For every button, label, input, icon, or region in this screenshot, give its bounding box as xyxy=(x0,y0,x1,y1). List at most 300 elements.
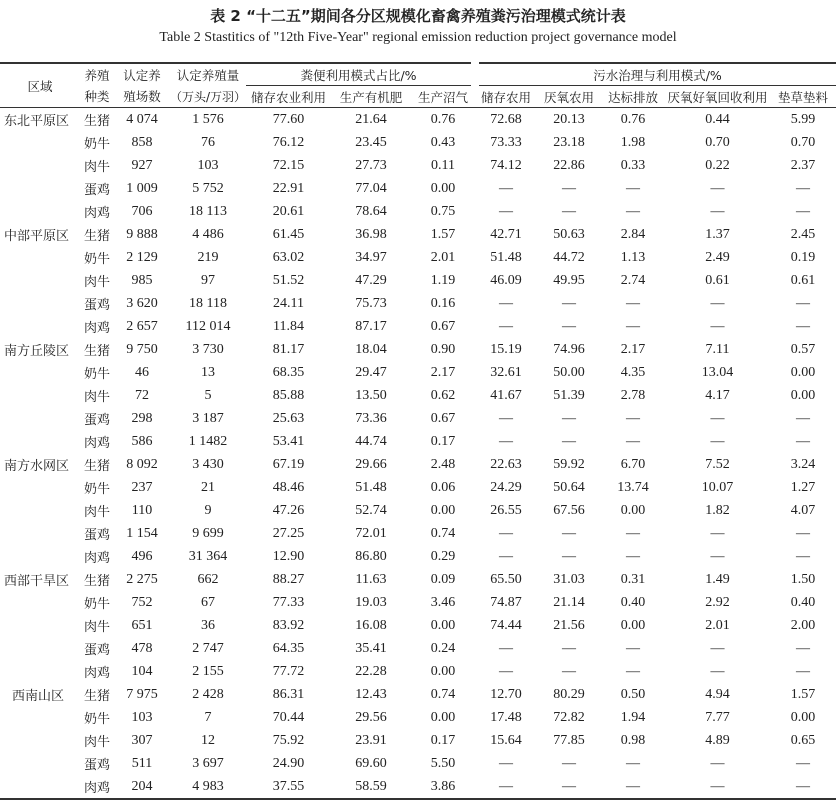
cell-sewage-bedding: — xyxy=(796,180,810,196)
table-row xyxy=(0,131,836,154)
cell-sewage-recycling: 0.70 xyxy=(705,134,730,150)
header-sewage-discharge: 达标排放 xyxy=(601,86,665,108)
header-farms-1: 认定养 xyxy=(123,67,161,83)
cell-stock: 9 xyxy=(204,502,212,518)
cell-sewage-recycling: — xyxy=(710,755,725,771)
cell-manure-storage: 24.11 xyxy=(273,295,304,311)
cell-manure-storage: 22.91 xyxy=(272,180,305,196)
table-row xyxy=(0,407,836,430)
cell-farms: 2 657 xyxy=(126,318,158,334)
cell-farms: 298 xyxy=(131,410,153,426)
cell-manure-storage: 20.61 xyxy=(272,203,305,219)
cell-stock: 67 xyxy=(201,594,215,610)
cell-sewage-discharge: — xyxy=(626,180,640,196)
cell-sewage-anaerobic: 51.39 xyxy=(553,387,585,403)
cell-sewage-bedding: 0.61 xyxy=(790,272,816,288)
cell-region xyxy=(0,499,80,522)
header-sewage-recycling: 厌氧好氧回收利用 xyxy=(665,86,770,108)
cell-stock: 103 xyxy=(197,157,219,173)
table-row xyxy=(0,361,836,384)
cell-sewage-anaerobic: — xyxy=(562,203,576,219)
table-row xyxy=(0,568,836,591)
cell-manure-biogas: 0.00 xyxy=(430,617,456,633)
cell-sewage-bedding: 2.45 xyxy=(790,226,816,242)
cell-manure-biogas: 0.90 xyxy=(430,341,456,357)
cell-manure-organic: 52.74 xyxy=(355,502,387,518)
cell-sewage-storage: 26.55 xyxy=(490,502,522,518)
cell-species: 肉鸡 xyxy=(83,551,110,566)
cell-manure-biogas: 0.67 xyxy=(430,410,456,426)
cell-species: 蛋鸡 xyxy=(83,758,110,773)
cell-sewage-storage: 74.12 xyxy=(490,157,522,173)
cell-manure-storage: 72.15 xyxy=(272,157,305,173)
cell-sewage-recycling: — xyxy=(710,318,725,334)
cell-manure-storage: 77.33 xyxy=(272,594,305,610)
cell-sewage-storage: 65.50 xyxy=(490,571,522,587)
cell-region: 东北平原区 xyxy=(4,114,70,129)
cell-region xyxy=(0,614,80,637)
cell-species: 奶牛 xyxy=(83,137,110,152)
cell-farms: 4 074 xyxy=(126,111,158,127)
cell-region xyxy=(0,361,80,384)
cell-farms: 2 275 xyxy=(126,571,158,587)
cell-sewage-storage: 15.19 xyxy=(490,341,522,357)
cell-manure-storage: 47.26 xyxy=(272,502,305,518)
cell-manure-biogas: 2.17 xyxy=(430,364,456,380)
cell-farms: 511 xyxy=(131,755,153,771)
table-row xyxy=(0,269,836,292)
cell-sewage-discharge: 0.50 xyxy=(620,686,646,702)
cell-sewage-anaerobic: — xyxy=(562,318,576,334)
cell-sewage-anaerobic: 77.85 xyxy=(553,732,585,748)
cell-sewage-bedding: 0.70 xyxy=(790,134,816,150)
cell-region: 中部平原区 xyxy=(4,229,70,244)
table-title: 表 2 “十二五”期间各分区规模化畜禽养殖粪污治理模式统计表 xyxy=(210,7,626,25)
cell-manure-organic: 13.50 xyxy=(355,387,387,403)
cell-region xyxy=(0,246,80,269)
header-stock-2: （万头/万羽） xyxy=(170,86,246,108)
cell-manure-organic: 23.45 xyxy=(355,134,387,150)
cell-sewage-discharge: 2.84 xyxy=(620,226,646,242)
cell-manure-storage: 81.17 xyxy=(272,341,305,357)
cell-sewage-recycling: 2.92 xyxy=(705,594,730,610)
cell-sewage-storage: — xyxy=(499,755,513,771)
cell-sewage-recycling: 0.61 xyxy=(705,272,730,288)
cell-sewage-storage: 15.64 xyxy=(490,732,522,748)
cell-sewage-recycling: 1.82 xyxy=(705,502,730,518)
cell-manure-storage: 85.88 xyxy=(272,387,305,403)
cell-sewage-recycling: — xyxy=(710,778,725,794)
cell-sewage-discharge: 0.40 xyxy=(620,594,646,610)
cell-farms: 1 009 xyxy=(126,180,158,196)
cell-manure-biogas: 0.76 xyxy=(430,111,456,127)
cell-stock: 3 430 xyxy=(192,456,224,472)
table-row xyxy=(0,591,836,614)
cell-sewage-bedding: 2.37 xyxy=(790,157,816,173)
cell-sewage-bedding: — xyxy=(796,410,810,426)
cell-stock: 3 730 xyxy=(192,341,224,357)
cell-manure-storage: 83.92 xyxy=(272,617,305,633)
cell-sewage-recycling: 7.11 xyxy=(705,341,730,357)
cell-species: 生猪 xyxy=(83,459,110,474)
header-manure-biogas: 生产沼气 xyxy=(411,86,475,108)
table-row xyxy=(0,706,836,729)
cell-sewage-discharge: — xyxy=(626,525,640,541)
cell-sewage-recycling: — xyxy=(710,203,725,219)
cell-manure-biogas: 0.11 xyxy=(431,157,455,173)
cell-sewage-discharge: 2.74 xyxy=(620,272,646,288)
cell-stock: 21 xyxy=(201,479,215,495)
cell-manure-storage: 37.55 xyxy=(272,778,305,794)
cell-region xyxy=(0,315,80,338)
cell-sewage-bedding: — xyxy=(796,203,810,219)
table-row xyxy=(0,545,836,568)
cell-sewage-anaerobic: 50.64 xyxy=(553,479,585,495)
cell-manure-biogas: 1.19 xyxy=(430,272,456,288)
cell-species: 肉牛 xyxy=(83,620,110,635)
cell-sewage-anaerobic: — xyxy=(562,778,576,794)
cell-manure-biogas: 0.00 xyxy=(430,709,456,725)
cell-sewage-bedding: — xyxy=(796,548,810,564)
table-row xyxy=(0,223,836,246)
cell-sewage-anaerobic: 59.92 xyxy=(553,456,585,472)
cell-manure-storage: 48.46 xyxy=(272,479,305,495)
cell-sewage-bedding: 1.57 xyxy=(790,686,816,702)
cell-species: 奶牛 xyxy=(83,367,110,382)
cell-sewage-recycling: — xyxy=(710,640,725,656)
header-sewage-anaerobic: 厌氧农用 xyxy=(537,86,601,108)
cell-manure-biogas: 0.24 xyxy=(430,640,456,656)
cell-sewage-storage: 12.70 xyxy=(490,686,522,702)
cell-region xyxy=(0,591,80,614)
cell-sewage-recycling: — xyxy=(710,180,725,196)
cell-sewage-storage: 42.71 xyxy=(490,226,522,242)
cell-region xyxy=(0,545,80,568)
cell-stock: 2 747 xyxy=(192,640,224,656)
table-row xyxy=(0,430,836,453)
cell-manure-organic: 58.59 xyxy=(355,778,387,794)
cell-sewage-recycling: 2.49 xyxy=(705,249,730,265)
cell-species: 蛋鸡 xyxy=(83,528,110,543)
cell-species: 蛋鸡 xyxy=(83,298,110,313)
cell-stock: 9 699 xyxy=(192,525,224,541)
cell-sewage-recycling: 4.17 xyxy=(705,387,730,403)
cell-manure-organic: 86.80 xyxy=(355,548,387,564)
cell-sewage-anaerobic: 74.96 xyxy=(553,341,585,357)
cell-sewage-recycling: — xyxy=(710,410,725,426)
cell-stock: 5 752 xyxy=(192,180,224,196)
header-region: 区域 xyxy=(0,63,80,108)
header-stock-1: 认定养殖量 xyxy=(176,67,240,83)
cell-region: 西南山区 xyxy=(12,689,65,704)
table-row xyxy=(0,637,836,660)
cell-farms: 651 xyxy=(131,617,153,633)
cell-sewage-recycling: — xyxy=(710,548,725,564)
cell-species: 生猪 xyxy=(83,689,110,704)
cell-farms: 1 154 xyxy=(126,525,158,541)
cell-region xyxy=(0,660,80,683)
cell-region xyxy=(0,269,80,292)
cell-sewage-discharge: — xyxy=(626,755,640,771)
cell-farms: 858 xyxy=(131,134,153,150)
cell-sewage-discharge: 0.00 xyxy=(620,502,646,518)
cell-stock: 5 xyxy=(204,387,212,403)
cell-manure-biogas: 2.01 xyxy=(430,249,456,265)
cell-species: 生猪 xyxy=(83,344,110,359)
cell-sewage-anaerobic: — xyxy=(562,755,576,771)
cell-species: 生猪 xyxy=(83,114,110,129)
cell-manure-organic: 77.04 xyxy=(355,180,387,196)
table-row xyxy=(0,522,836,545)
cell-stock: 18 118 xyxy=(189,295,227,311)
cell-sewage-bedding: 0.00 xyxy=(790,709,816,725)
cell-sewage-anaerobic: 72.82 xyxy=(553,709,585,725)
cell-sewage-storage: — xyxy=(499,180,513,196)
cell-manure-organic: 29.47 xyxy=(355,364,387,380)
cell-manure-storage: 77.72 xyxy=(272,663,305,679)
cell-sewage-discharge: 4.35 xyxy=(620,364,646,380)
cell-species: 肉鸡 xyxy=(83,436,110,451)
cell-manure-storage: 53.41 xyxy=(272,433,305,449)
cell-farms: 103 xyxy=(131,709,153,725)
cell-sewage-anaerobic: — xyxy=(562,640,576,656)
cell-manure-organic: 44.74 xyxy=(355,433,387,449)
table-row xyxy=(0,200,836,223)
cell-region xyxy=(0,706,80,729)
table-row xyxy=(0,499,836,522)
cell-manure-storage: 77.60 xyxy=(272,111,305,127)
statistics-table xyxy=(0,62,836,800)
cell-manure-organic: 36.98 xyxy=(355,226,387,242)
cell-manure-organic: 19.03 xyxy=(355,594,387,610)
cell-sewage-storage: 46.09 xyxy=(490,272,522,288)
cell-manure-biogas: 3.46 xyxy=(430,594,456,610)
cell-region xyxy=(0,154,80,177)
table-row xyxy=(0,154,836,177)
cell-sewage-storage: — xyxy=(499,295,513,311)
cell-stock: 7 xyxy=(204,709,212,725)
cell-manure-organic: 35.41 xyxy=(355,640,387,656)
cell-manure-biogas: 0.62 xyxy=(430,387,456,403)
header-sewage-group: 污水治理与利用模式/% xyxy=(475,63,836,86)
cell-manure-organic: 47.29 xyxy=(355,272,387,288)
cell-sewage-anaerobic: 67.56 xyxy=(553,502,585,518)
cell-sewage-bedding: 1.27 xyxy=(790,479,816,495)
cell-sewage-recycling: 1.37 xyxy=(705,226,730,242)
cell-region xyxy=(0,200,80,223)
table-body xyxy=(0,108,836,800)
cell-manure-biogas: 0.17 xyxy=(430,433,456,449)
cell-manure-biogas: 3.86 xyxy=(430,778,456,794)
cell-manure-biogas: 2.48 xyxy=(430,456,456,472)
cell-sewage-discharge: 0.31 xyxy=(620,571,646,587)
cell-region xyxy=(0,752,80,775)
cell-species: 奶牛 xyxy=(83,712,110,727)
cell-sewage-storage: — xyxy=(499,203,513,219)
cell-farms: 110 xyxy=(131,502,153,518)
cell-species: 生猪 xyxy=(83,229,110,244)
cell-stock: 76 xyxy=(201,134,215,150)
cell-sewage-anaerobic: 44.72 xyxy=(553,249,585,265)
cell-sewage-bedding: 0.57 xyxy=(790,341,816,357)
cell-manure-storage: 75.92 xyxy=(272,732,305,748)
cell-sewage-discharge: 13.74 xyxy=(617,479,649,495)
cell-region xyxy=(0,729,80,752)
cell-manure-organic: 75.73 xyxy=(355,295,387,311)
cell-sewage-bedding: 0.40 xyxy=(790,594,816,610)
cell-sewage-discharge: — xyxy=(626,663,640,679)
cell-region xyxy=(0,177,80,200)
cell-sewage-anaerobic: 22.86 xyxy=(553,157,585,173)
cell-farms: 9 750 xyxy=(126,341,158,357)
table-row xyxy=(0,453,836,476)
cell-sewage-bedding: 1.50 xyxy=(790,571,816,587)
cell-region xyxy=(0,476,80,499)
cell-stock: 1 576 xyxy=(192,111,224,127)
cell-sewage-recycling: — xyxy=(710,663,725,679)
table-row xyxy=(0,660,836,683)
table-row xyxy=(0,338,836,361)
cell-sewage-recycling: 4.94 xyxy=(705,686,730,702)
cell-manure-organic: 78.64 xyxy=(355,203,387,219)
cell-sewage-discharge: — xyxy=(626,203,640,219)
cell-sewage-recycling: 4.89 xyxy=(705,732,730,748)
cell-stock: 13 xyxy=(201,364,215,380)
cell-sewage-recycling: 7.77 xyxy=(705,709,730,725)
cell-sewage-bedding: 4.07 xyxy=(790,502,816,518)
cell-manure-storage: 25.63 xyxy=(272,410,305,426)
cell-sewage-recycling: 1.49 xyxy=(705,571,730,587)
cell-sewage-storage: 73.33 xyxy=(490,134,522,150)
table-row xyxy=(0,177,836,200)
cell-species: 肉牛 xyxy=(83,505,110,520)
cell-region: 南方丘陵区 xyxy=(4,344,70,359)
cell-sewage-discharge: 1.13 xyxy=(620,249,646,265)
cell-manure-organic: 11.63 xyxy=(355,571,387,587)
cell-farms: 496 xyxy=(131,548,153,564)
cell-sewage-discharge: 0.33 xyxy=(620,157,646,173)
cell-sewage-discharge: 1.98 xyxy=(620,134,646,150)
cell-sewage-storage: — xyxy=(499,640,513,656)
cell-region xyxy=(0,775,80,799)
cell-sewage-bedding: — xyxy=(796,295,810,311)
cell-manure-biogas: 1.57 xyxy=(430,226,456,242)
cell-region xyxy=(0,292,80,315)
table-header xyxy=(0,63,836,108)
cell-species: 肉鸡 xyxy=(83,666,110,681)
cell-sewage-storage: — xyxy=(499,663,513,679)
cell-sewage-storage: — xyxy=(499,778,513,794)
cell-species: 奶牛 xyxy=(83,252,110,267)
cell-sewage-storage: — xyxy=(499,433,513,449)
cell-region xyxy=(0,637,80,660)
cell-sewage-recycling: 10.07 xyxy=(701,479,734,495)
cell-sewage-anaerobic: 21.14 xyxy=(553,594,585,610)
cell-region: 西部干旱区 xyxy=(4,574,70,589)
cell-farms: 478 xyxy=(131,640,153,656)
cell-species: 蛋鸡 xyxy=(83,643,110,658)
cell-sewage-anaerobic: 49.95 xyxy=(553,272,585,288)
cell-manure-organic: 87.17 xyxy=(355,318,387,334)
cell-stock: 18 113 xyxy=(189,203,227,219)
cell-manure-organic: 29.56 xyxy=(355,709,387,725)
cell-farms: 104 xyxy=(131,663,153,679)
cell-manure-biogas: 0.67 xyxy=(430,318,456,334)
cell-sewage-anaerobic: 31.03 xyxy=(553,571,585,587)
cell-sewage-bedding: — xyxy=(796,433,810,449)
cell-sewage-anaerobic: — xyxy=(562,410,576,426)
cell-sewage-discharge: 6.70 xyxy=(620,456,646,472)
cell-sewage-storage: — xyxy=(499,410,513,426)
cell-sewage-anaerobic: — xyxy=(562,663,576,679)
cell-stock: 31 364 xyxy=(188,548,228,564)
cell-manure-organic: 18.04 xyxy=(355,341,387,357)
cell-region xyxy=(0,430,80,453)
cell-sewage-bedding: 0.00 xyxy=(790,364,816,380)
cell-sewage-discharge: 0.76 xyxy=(620,111,646,127)
cell-sewage-storage: 22.63 xyxy=(490,456,522,472)
cell-farms: 9 888 xyxy=(126,226,158,242)
cell-sewage-bedding: — xyxy=(796,525,810,541)
cell-sewage-storage: 74.87 xyxy=(490,594,522,610)
cell-stock: 97 xyxy=(201,272,215,288)
cell-species: 生猪 xyxy=(83,574,110,589)
cell-species: 肉牛 xyxy=(83,735,110,750)
cell-sewage-storage: — xyxy=(499,318,513,334)
header-sewage-storage: 储存农用 xyxy=(475,86,537,108)
cell-sewage-storage: 72.68 xyxy=(490,111,522,127)
cell-manure-biogas: 0.09 xyxy=(430,571,456,587)
cell-sewage-discharge: 2.78 xyxy=(620,387,646,403)
cell-sewage-bedding: — xyxy=(796,318,810,334)
cell-sewage-anaerobic: — xyxy=(562,548,576,564)
cell-farms: 72 xyxy=(135,387,149,403)
cell-sewage-bedding: — xyxy=(796,663,810,679)
cell-sewage-bedding: — xyxy=(796,778,810,794)
cell-region xyxy=(0,522,80,545)
cell-sewage-storage: — xyxy=(499,525,513,541)
cell-species: 肉牛 xyxy=(83,160,110,175)
table-row xyxy=(0,683,836,706)
cell-farms: 7 975 xyxy=(126,686,158,702)
cell-manure-biogas: 0.00 xyxy=(430,663,456,679)
cell-sewage-storage: 24.29 xyxy=(490,479,522,495)
cell-sewage-bedding: 5.99 xyxy=(790,111,816,127)
cell-stock: 3 187 xyxy=(192,410,224,426)
cell-manure-organic: 27.73 xyxy=(355,157,387,173)
cell-stock: 4 983 xyxy=(192,778,224,794)
table-subtitle: Table 2 Stastitics of "12th Five-Year" regional emission reduction project governance model xyxy=(159,30,677,45)
cell-sewage-anaerobic: — xyxy=(562,433,576,449)
cell-sewage-discharge: — xyxy=(626,410,640,426)
cell-stock: 2 428 xyxy=(192,686,224,702)
cell-stock: 1 1482 xyxy=(188,433,228,449)
cell-manure-biogas: 0.00 xyxy=(430,180,456,196)
cell-sewage-bedding: 0.19 xyxy=(790,249,816,265)
cell-farms: 237 xyxy=(131,479,153,495)
header-species-2: 种类 xyxy=(80,86,114,108)
cell-sewage-storage: 74.44 xyxy=(490,617,522,633)
cell-sewage-discharge: — xyxy=(626,318,640,334)
table-row xyxy=(0,752,836,775)
cell-manure-storage: 11.84 xyxy=(273,318,304,334)
cell-sewage-bedding: 0.65 xyxy=(790,732,816,748)
cell-species: 蛋鸡 xyxy=(83,413,110,428)
cell-sewage-discharge: 1.94 xyxy=(620,709,646,725)
cell-region xyxy=(0,131,80,154)
cell-sewage-discharge: 0.00 xyxy=(620,617,646,633)
cell-sewage-discharge: — xyxy=(626,640,640,656)
